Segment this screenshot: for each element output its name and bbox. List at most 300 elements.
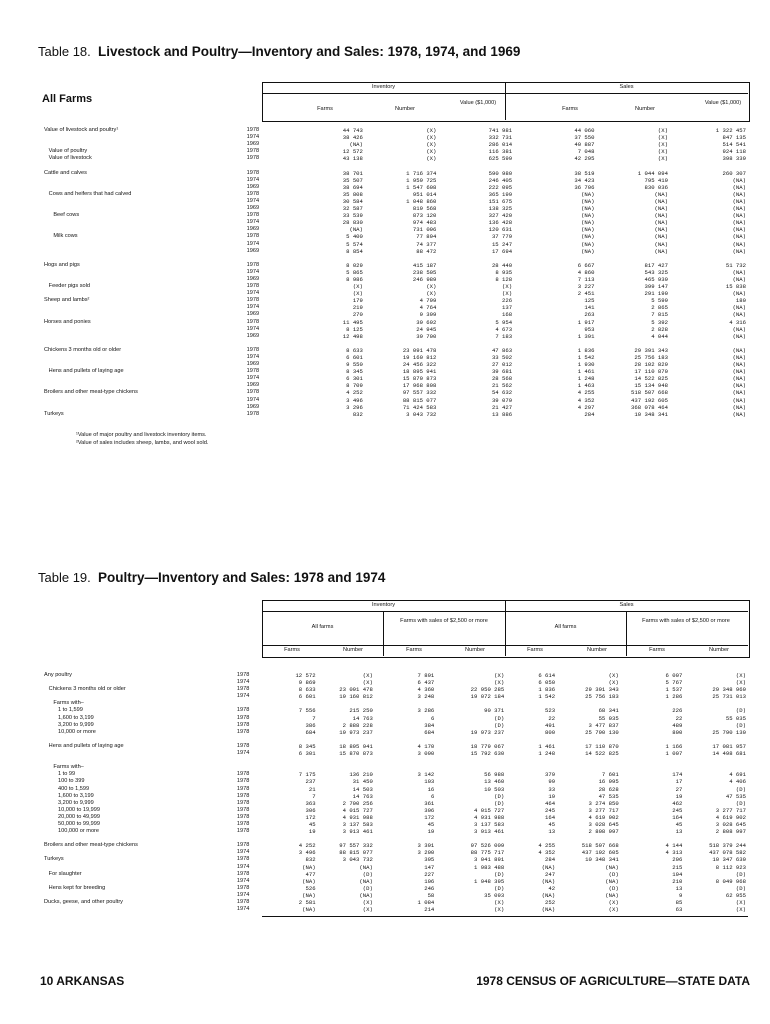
table-cell: (X) [657, 141, 668, 149]
table-cell: 120 631 [488, 226, 513, 234]
row-label [42, 757, 235, 764]
table-cell: 71 424 583 [402, 403, 437, 411]
row-label: Hens kept for breeding [44, 884, 106, 891]
row-label: Hogs and pigs [44, 261, 80, 268]
row-year: 1969 [246, 183, 260, 190]
table-cell: 88 815 077 [339, 849, 373, 857]
table-cell: (NA) [732, 375, 746, 383]
table-cell: 327 420 [488, 212, 513, 220]
table-cell: 4 619 902 [715, 813, 746, 821]
table18-col-value-sales: Value ($1,000) [704, 100, 742, 106]
table-cell: 25 790 130 [712, 728, 746, 736]
table-row [42, 326, 748, 333]
table-cell: 286 014 [488, 141, 513, 149]
row-label [42, 397, 245, 404]
table-cell: 491 [545, 721, 556, 729]
table-cell: 172 [305, 813, 316, 821]
table-cell: (NA) [732, 410, 746, 418]
table-row [42, 835, 748, 842]
table-cell: (NA) [541, 877, 556, 885]
table19-sales-header: Sales [619, 602, 634, 608]
table-cell: 6 614 [538, 672, 556, 679]
table-cell: (NA) [605, 877, 619, 885]
table-cell: 38 426 [342, 134, 363, 142]
row-label: Broilers and other meat-type chickens [44, 389, 138, 396]
table-cell: 35 093 [484, 891, 505, 899]
table-cell: 8 345 [298, 742, 316, 750]
table-cell: (D) [735, 799, 746, 807]
row-label: Ducks, geese, and other poultry [44, 899, 123, 905]
table-cell: 1 048 860 [406, 197, 437, 205]
table-cell: 8 854 [346, 247, 363, 255]
table-cell: 206 [672, 856, 683, 864]
table-cell [597, 255, 670, 262]
table-cell: 4 691 [729, 771, 746, 779]
row-year: 1978 [236, 884, 250, 891]
row-label [42, 290, 245, 297]
table19-col: Number [587, 647, 607, 653]
table-cell [670, 255, 748, 262]
table19-all-farms-sales: All farms [554, 624, 577, 630]
table-row [42, 233, 748, 240]
table-cell: (X) [657, 127, 668, 134]
row-year: 1978 [236, 792, 250, 799]
table-cell: (NA) [541, 906, 556, 914]
table-cell: 819 568 [412, 205, 437, 213]
table-cell: 39 079 [491, 396, 513, 404]
table-cell: 246 989 [412, 275, 437, 283]
table-cell: 54 632 [491, 389, 513, 397]
table-cell: 731 096 [412, 226, 437, 234]
table18-col-value: Value ($1,000) [459, 100, 497, 106]
table-cell: 514 541 [722, 141, 746, 149]
table-cell: (D) [362, 884, 373, 892]
table-row [42, 750, 748, 757]
table-cell: 386 [305, 721, 316, 729]
table-cell: 15 134 948 [634, 382, 668, 390]
table-cell: 62 955 [725, 891, 746, 899]
table-cell: 3 277 717 [588, 806, 619, 814]
row-year: 1978 [246, 368, 260, 375]
table-row [42, 368, 748, 375]
table19-body [42, 672, 748, 913]
row-label: 3,200 to 9,999 [44, 721, 94, 728]
table-cell: 25 790 130 [585, 728, 619, 736]
table-cell: 28 440 [491, 261, 513, 269]
table-cell [506, 700, 557, 707]
table19-with-sales-sales: Farms with sales of $2,500 or more [642, 618, 730, 624]
row-year: 1978 [246, 297, 260, 304]
table-cell: 90 371 [484, 707, 505, 715]
table-cell: 4 316 [729, 318, 746, 326]
table-cell: 17 081 957 [712, 742, 746, 750]
table-row [42, 319, 748, 326]
row-year: 1978 [236, 785, 250, 792]
table-cell: 953 [584, 325, 595, 333]
table-cell: 47 535 [725, 792, 746, 800]
table-cell: 526 [305, 884, 316, 892]
table-cell: 306 [305, 806, 316, 814]
table-row [42, 856, 748, 863]
table-cell: (X) [657, 148, 668, 156]
row-label [42, 361, 245, 368]
table-cell: 7 601 [601, 771, 619, 779]
row-label [42, 134, 245, 141]
table-cell: 14 522 825 [585, 750, 619, 758]
table-cell [670, 162, 748, 169]
row-year: 1969 [246, 361, 260, 368]
table-cell: 147 [424, 863, 435, 871]
table-cell [514, 162, 596, 169]
table-cell: 800 [545, 728, 556, 736]
row-label [42, 375, 245, 382]
table-cell: 210 [672, 877, 683, 885]
table-cell [375, 736, 436, 743]
row-year [235, 700, 271, 707]
table-cell: (NA) [732, 361, 746, 369]
table-cell: 9 399 [419, 311, 437, 319]
table-cell: 2 581 [298, 899, 316, 906]
table-cell: (NA) [732, 240, 746, 248]
table18-col-number-sales: Number [635, 106, 655, 112]
row-label [42, 835, 235, 842]
table-cell: 8 112 923 [715, 863, 746, 871]
table-cell: (X) [494, 679, 505, 687]
row-label: 1 to 99 [44, 771, 76, 778]
table-cell: (NA) [359, 891, 373, 899]
row-year: 1978 [236, 799, 250, 806]
row-label: Value of poultry [44, 148, 88, 155]
row-year: 1974 [236, 863, 250, 870]
table-cell: 741 981 [488, 127, 513, 134]
table-cell: (NA) [349, 141, 363, 149]
table-cell: (X) [735, 679, 746, 687]
table-cell: 7 048 [577, 148, 595, 156]
table-cell: 38 694 [342, 183, 363, 191]
table-cell [271, 757, 318, 764]
table-row [42, 170, 748, 177]
table-cell [684, 736, 748, 743]
row-year: 1974 [246, 304, 260, 311]
table-cell: (NA) [302, 863, 316, 871]
table-cell: 4 860 [577, 268, 595, 276]
table-row [42, 397, 748, 404]
table-row [42, 354, 748, 361]
table-cell: 2 865 [651, 304, 668, 312]
table-cell: (NA) [732, 190, 746, 198]
table-cell: 3 296 [346, 403, 363, 411]
row-year: 1978 [236, 813, 250, 820]
table19-col: Farms [284, 647, 300, 653]
row-label: 1,600 to 3,199 [44, 792, 94, 799]
table-cell: 795 419 [644, 176, 668, 184]
table-cell: (NA) [732, 219, 746, 227]
table-cell: 270 [352, 311, 363, 319]
table-row [42, 411, 748, 418]
table-cell: 3 274 850 [588, 799, 619, 807]
table-cell [684, 700, 748, 707]
table-cell: (NA) [302, 877, 316, 885]
table-cell: (NA) [732, 176, 746, 184]
table-cell: 168 [502, 311, 513, 319]
table-cell: (NA) [732, 346, 746, 354]
table-cell: (X) [426, 141, 437, 149]
table-cell: 5 954 [495, 318, 513, 326]
table-row [42, 269, 748, 276]
table-cell: 2 808 997 [715, 828, 746, 836]
table-cell: 3 227 [577, 283, 595, 291]
table-cell: 16 995 [598, 778, 619, 786]
table-cell: 8 633 [298, 686, 316, 694]
table-cell: 245 [672, 806, 683, 814]
table-cell: (D) [362, 870, 373, 878]
row-year: 1978 [246, 155, 260, 162]
table-cell: 19 [675, 792, 683, 800]
table-cell: 14 498 681 [712, 750, 746, 758]
table-cell: 1 461 [538, 742, 556, 750]
table-cell: 3 142 [417, 771, 435, 779]
table-cell: 17 694 [491, 247, 513, 255]
table19-inventory-header: Inventory [371, 602, 395, 608]
table-cell: 4 619 902 [588, 813, 619, 821]
table-cell: 215 [672, 863, 683, 871]
table-cell: (NA) [732, 183, 746, 191]
table-cell: 245 [545, 806, 556, 814]
table-cell: 437 078 582 [709, 849, 746, 857]
table-cell: 40 887 [574, 141, 595, 149]
row-year: 1978 [236, 828, 250, 835]
table-cell: 7 183 [495, 332, 513, 340]
row-year: 1974 [236, 750, 250, 757]
table-cell: 489 [672, 721, 683, 729]
table-row [42, 361, 748, 368]
row-year: 1978 [246, 212, 260, 219]
table-row [42, 715, 748, 722]
row-year: 1974 [246, 325, 260, 332]
table-cell: (NA) [581, 205, 595, 213]
table-row [42, 906, 748, 913]
row-year [245, 340, 283, 347]
table-cell: 34 423 [574, 176, 595, 184]
table-cell: 415 187 [412, 261, 437, 269]
table-cell: (NA) [732, 233, 746, 241]
table-cell: 246 405 [488, 176, 513, 184]
table-cell: 1 463 [577, 382, 595, 390]
table-cell: 817 427 [644, 261, 668, 269]
row-year: 1974 [246, 290, 260, 297]
table-cell: (NA) [581, 197, 595, 205]
table-cell: 17 110 870 [634, 368, 668, 376]
table-cell: 4 931 988 [474, 813, 505, 821]
table-cell: 88 815 077 [402, 396, 437, 404]
table-row [42, 382, 748, 389]
table-cell: 4 015 727 [474, 806, 505, 814]
table-cell: 398 339 [722, 155, 746, 163]
table-cell: 246 [424, 884, 435, 892]
row-label [42, 906, 235, 913]
table-cell: (NA) [732, 403, 746, 411]
table-cell: (D) [494, 714, 505, 722]
table-cell: 284 [545, 856, 556, 864]
table-cell: 136 428 [488, 219, 513, 227]
table-cell: 8 049 968 [715, 877, 746, 885]
row-year: 1978 [236, 721, 250, 728]
divider [262, 916, 748, 917]
table-cell: 518 379 244 [709, 842, 746, 850]
table-cell: 13 [675, 884, 683, 892]
table-cell: 6 301 [298, 750, 316, 758]
table-cell: (NA) [605, 863, 619, 871]
table-cell: 12 572 [295, 672, 316, 679]
table-cell: (X) [362, 679, 373, 687]
row-label [42, 736, 235, 743]
table-cell: 4 044 [651, 332, 668, 340]
table-cell: 23 091 478 [402, 346, 437, 354]
row-year: 1974 [246, 197, 260, 204]
table-row [42, 219, 748, 226]
table-cell: 2 808 997 [588, 828, 619, 836]
table-cell: (NA) [654, 212, 668, 220]
table-cell: 363 [305, 799, 316, 807]
table-cell: (X) [735, 906, 746, 914]
table-cell: 8 128 [495, 275, 513, 283]
table-cell [557, 700, 621, 707]
table-cell: 1 248 [577, 375, 595, 383]
table-cell: 291 190 [644, 290, 668, 298]
table-cell: 21 [308, 785, 316, 793]
table-cell: 3 043 732 [406, 410, 437, 418]
table19-number: Table 19. [38, 570, 91, 585]
table-row [42, 375, 748, 382]
table-cell [684, 835, 748, 842]
table-cell: 543 325 [644, 268, 668, 276]
table-row [42, 828, 748, 835]
table-row [42, 849, 748, 856]
table-row [42, 800, 748, 807]
table-cell: (NA) [541, 891, 556, 899]
table-row [42, 686, 748, 693]
table-cell: 6 301 [346, 375, 363, 383]
table-cell: 15 838 [725, 283, 746, 291]
table-cell: (NA) [581, 219, 595, 227]
table-cell: 106 [424, 877, 435, 885]
row-label [42, 205, 245, 212]
table-cell: 47 535 [598, 792, 619, 800]
table-cell: 28 568 [491, 375, 513, 383]
table-cell: 9 550 [346, 361, 363, 369]
table-cell: 97 557 332 [339, 842, 373, 850]
row-label [42, 679, 235, 686]
table-cell: 4 144 [665, 842, 683, 850]
row-year: 1978 [246, 410, 260, 417]
row-year [245, 255, 283, 262]
table-cell: (NA) [732, 368, 746, 376]
table-cell: 832 [305, 856, 316, 864]
table-cell: 37 779 [491, 233, 513, 241]
table-cell: (NA) [581, 226, 595, 234]
table-cell: (X) [657, 134, 668, 142]
table-row [42, 148, 748, 155]
table-cell: (D) [735, 884, 746, 892]
table-row [42, 778, 748, 785]
table-cell [506, 764, 557, 771]
row-label: 100 to 399 [44, 778, 85, 785]
table-cell: (X) [502, 290, 513, 298]
table-cell: 22 950 285 [470, 686, 505, 694]
table18-heading: Livestock and Poultry—Inventory and Sales: 1978, 1974, and 1969 [98, 44, 521, 59]
table-cell: 3 496 [346, 396, 363, 404]
table-cell [375, 757, 436, 764]
table-row [42, 205, 748, 212]
table-cell: 6 601 [298, 693, 316, 701]
table-cell: 219 [352, 304, 363, 312]
table-cell: 29 348 960 [712, 686, 746, 694]
table-cell [436, 700, 506, 707]
table-cell: 19 072 184 [470, 693, 505, 701]
table-cell: 12 498 [342, 332, 363, 340]
row-year: 1974 [236, 877, 250, 884]
table-cell: 226 [502, 297, 513, 305]
table-cell: 16 [427, 785, 435, 793]
footnote: ²Value of sales includes sheep, lambs, and wool sold. [76, 439, 209, 446]
row-label [42, 340, 245, 347]
table-cell: (NA) [654, 190, 668, 198]
table19-col: Farms [649, 647, 665, 653]
row-label [42, 693, 235, 700]
row-year: 1978 [236, 842, 250, 849]
table-cell: 63 [675, 906, 683, 914]
table-cell: 361 [424, 799, 435, 807]
table-cell: 19 160 812 [339, 693, 373, 701]
row-year: 1978 [236, 686, 250, 693]
table-cell: (NA) [654, 247, 668, 255]
table-row [42, 177, 748, 184]
table-cell: 97 557 332 [402, 389, 437, 397]
row-label: Hens and pullets of laying age [44, 368, 124, 375]
table-cell: (X) [426, 283, 437, 291]
table-cell: 68 341 [598, 707, 619, 715]
table-cell [365, 162, 438, 169]
table-cell: 8 709 [346, 382, 363, 390]
table-cell: 19 160 812 [402, 354, 437, 361]
table-cell: (NA) [732, 247, 746, 255]
row-label: Value of livestock [44, 155, 92, 162]
row-label [42, 892, 235, 899]
table-cell [621, 835, 685, 842]
table-cell: 27 [675, 785, 683, 793]
table-cell: 4 352 [577, 396, 595, 404]
table-cell: 238 505 [412, 268, 437, 276]
table-cell: 174 [672, 771, 683, 779]
table-cell: 23 091 478 [339, 686, 373, 694]
table-cell: 4 252 [346, 389, 363, 397]
table-cell: (D) [735, 785, 746, 793]
table-cell: 29 391 343 [585, 686, 619, 694]
row-label [42, 849, 235, 856]
table-cell: (X) [362, 672, 373, 679]
table-cell: (X) [608, 672, 619, 679]
row-label [42, 878, 235, 885]
table-cell: 4 255 [577, 389, 595, 397]
row-year: 1978 [246, 389, 260, 396]
table-cell: 4 360 [417, 686, 435, 694]
row-label: Sheep and lambs² [44, 297, 90, 304]
table-cell: (NA) [654, 205, 668, 213]
table-cell [557, 835, 621, 842]
table-cell: 7 556 [298, 707, 316, 715]
table-row [42, 333, 748, 340]
table-cell: (X) [494, 899, 505, 906]
